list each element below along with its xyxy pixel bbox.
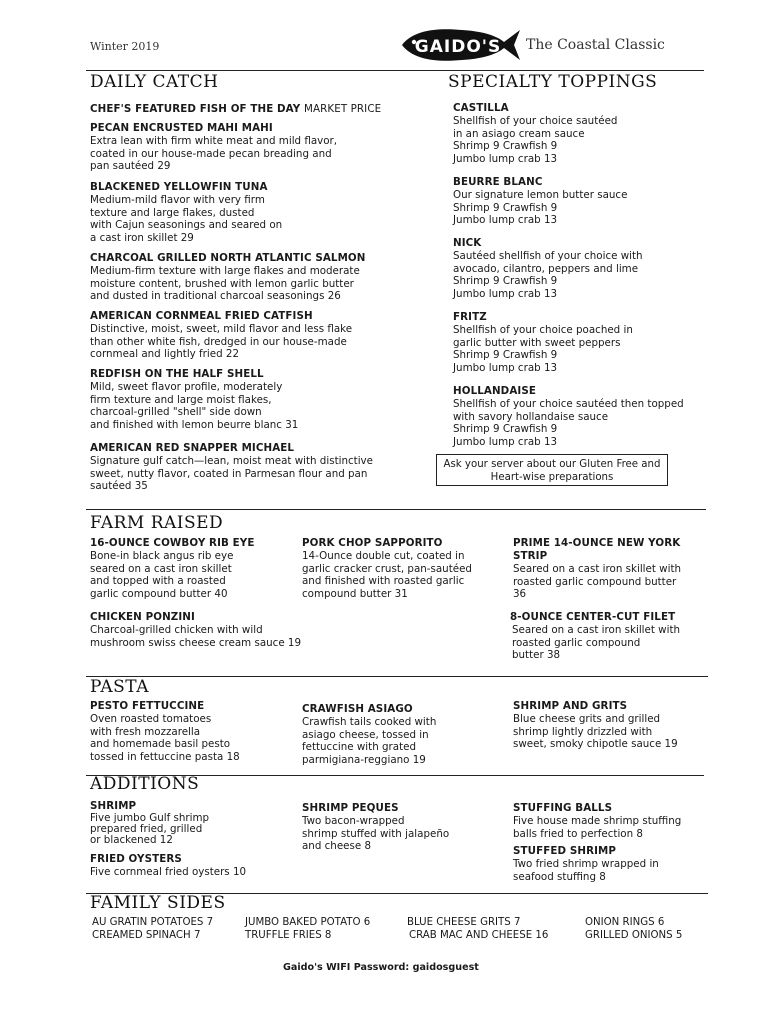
description-line: or blackened 12 [90, 834, 173, 846]
description-line: sautéed 35 [90, 480, 148, 493]
menu-item-title: STUFFING BALLS [513, 802, 613, 814]
gluten-free-note [436, 454, 668, 486]
description-line: Shellfish of your choice sautéed then topped [453, 398, 684, 410]
description-line: Jumbo lump crab 13 [453, 361, 558, 374]
description-line: 14-Ounce double cut, coated in [302, 550, 465, 562]
description-line: Shrimp 9 Crawfish 9 [453, 201, 558, 214]
menu-item-description [90, 866, 246, 879]
description-line: Jumbo lump crab 13 [453, 435, 558, 448]
description-line: texture and large flakes, dusted [90, 206, 255, 219]
menu-item-title: SHRIMP [90, 800, 137, 812]
menu-item-description [90, 135, 337, 173]
menu-item-title: CHARCOAL GRILLED NORTH ATLANTIC SALMON [90, 252, 366, 264]
description-line: Shrimp 9 Crawfish 9 [453, 349, 558, 362]
description-line: Our signature lemon butter sauce [453, 189, 628, 201]
menu-item [90, 368, 298, 431]
menu-item [90, 442, 373, 493]
tagline: The Coastal Classic [526, 37, 665, 53]
topping-description [453, 398, 684, 448]
menu-item-description [513, 858, 659, 883]
menu-item-title: BLACKENED YELLOWFIN TUNA [90, 181, 268, 193]
side-item: BLUE CHEESE GRITS 7 [407, 917, 521, 928]
description-line: Bone-in black angus rib eye [90, 550, 234, 562]
topping-item [453, 311, 633, 374]
topping-description [453, 324, 633, 374]
menu-item-description [90, 265, 366, 303]
header-divider [86, 70, 704, 71]
description-line: coated in our house-made pecan breading and [90, 147, 332, 160]
topping-title: CASTILLA [453, 102, 509, 114]
description-line: balls fried to perfection 8 [513, 827, 643, 840]
description-line: a cast iron skillet 29 [90, 231, 194, 244]
description-line: Crawfish tails cooked with [302, 716, 437, 728]
section-divider [86, 509, 706, 510]
description-line: Shrimp 9 Crawfish 9 [453, 275, 558, 288]
menu-item [90, 310, 352, 361]
side-item: CRAB MAC AND CHEESE 16 [409, 930, 549, 941]
description-line: compound butter 31 [302, 587, 408, 600]
menu-item-title: AMERICAN RED SNAPPER MICHAEL [90, 442, 295, 454]
topping-description [453, 115, 617, 165]
menu-item-title: STUFFED SHRIMP [513, 845, 617, 857]
description-line: garlic compound butter 40 [90, 587, 228, 600]
menu-item-description [513, 713, 678, 751]
side-item: CREAMED SPINACH 7 [92, 930, 201, 941]
menu-item [302, 703, 436, 766]
menu-item [513, 845, 659, 883]
description-line: asiago cheese, tossed in [302, 728, 429, 741]
topping-description [453, 250, 643, 300]
description-line: garlic butter with sweet peppers [453, 336, 621, 349]
description-line: mushroom swiss cheese cream sauce 19 [90, 636, 302, 649]
description-line: seafood stuffing 8 [513, 870, 606, 883]
description-line: Seared on a cast iron skillet with [513, 563, 682, 575]
section-heading-pasta: PASTA [90, 677, 149, 697]
section-heading-specialty-toppings: SPECIALTY TOPPINGS [448, 72, 658, 92]
menu-item-description [90, 813, 209, 846]
description-line: Shellfish of your choice sautéed [453, 115, 618, 127]
menu-item-title-cont: STRIP [513, 550, 548, 562]
description-line: Five house made shrimp stuffing [513, 815, 682, 827]
description-line: avocado, cilantro, peppers and lime [453, 262, 639, 275]
description-line: Mild, sweet flavor profile, moderately [90, 381, 283, 393]
menu-item-description [90, 455, 373, 493]
menu-item [90, 611, 301, 649]
description-line: 36 [513, 588, 527, 601]
description-line: and finished with roasted garlic [302, 575, 465, 588]
description-line: Blue cheese grits and grilled [513, 713, 661, 725]
menu-item [90, 853, 246, 879]
svg-text:GAIDO'S: GAIDO'S [414, 37, 502, 57]
description-line: firm texture and large moist flakes, [90, 393, 272, 406]
menu-item [90, 800, 209, 846]
side-item: AU GRATIN POTATOES 7 [92, 917, 214, 928]
section-heading-daily-catch: DAILY CATCH [90, 72, 219, 92]
description-line: Oven roasted tomatoes [90, 713, 212, 725]
description-line: in an asiago cream sauce [453, 127, 585, 140]
topping-item [453, 385, 684, 448]
description-line: charcoal-grilled "shell" side down [90, 406, 262, 419]
gaidos-logo [400, 26, 522, 64]
description-line: than other white fish, dredged in our house-made [90, 335, 347, 348]
note-line: Heart-wise preparations [490, 471, 614, 483]
menu-item-title: AMERICAN CORNMEAL FRIED CATFISH [90, 310, 313, 322]
menu-item [90, 700, 240, 763]
menu-item-description [90, 713, 240, 763]
topping-title: BEURRE BLANC [453, 176, 543, 188]
menu-item [302, 537, 472, 600]
featured-fish-title: CHEF'S FEATURED FISH OF THE DAY [90, 103, 301, 115]
menu-item-title: PESTO FETTUCCINE [90, 700, 205, 712]
description-line: sweet, smoky chipotle sauce 19 [513, 738, 678, 751]
section-heading-farm-raised: FARM RAISED [90, 513, 224, 533]
season-label: Winter 2019 [90, 40, 160, 53]
description-line: moisture content, brushed with lemon garlic butter [90, 277, 354, 290]
menu-item-title: CRAWFISH ASIAGO [302, 703, 413, 715]
description-line: and finished with lemon beurre blanc 31 [90, 418, 299, 431]
description-line: sweet, nutty flavor, coated in Parmesan flour and pan [90, 467, 368, 480]
menu-item [513, 700, 678, 751]
menu-item-description [90, 624, 301, 649]
section-heading-additions: ADDITIONS [90, 774, 200, 794]
menu-item [302, 802, 449, 853]
featured-fish-price: MARKET PRICE [304, 103, 382, 115]
menu-item [510, 611, 680, 662]
menu-item-description [302, 716, 436, 766]
menu-item [513, 537, 681, 601]
menu-item-description [90, 323, 352, 361]
menu-item-title: SHRIMP AND GRITS [513, 700, 628, 712]
section-divider [86, 676, 708, 677]
menu-item [90, 122, 337, 173]
description-line: Five jumbo Gulf shrimp [90, 812, 210, 824]
description-line: pan sautéed 29 [90, 160, 171, 173]
menu-item-description [90, 550, 254, 600]
menu-item [90, 252, 366, 303]
menu-item-description [302, 815, 449, 853]
description-line: and dusted in traditional charcoal seasonings 26 [90, 290, 341, 303]
description-line: fettuccine with grated [302, 741, 416, 754]
side-item: GRILLED ONIONS 5 [585, 930, 683, 941]
description-line: Two bacon-wrapped [302, 815, 405, 827]
featured-fish [90, 103, 381, 116]
description-line: prepared fried, grilled [90, 823, 203, 835]
description-line: Shellfish of your choice poached in [453, 324, 633, 336]
description-line: Jumbo lump crab 13 [453, 214, 558, 227]
description-line: and homemade basil pesto [90, 738, 231, 751]
menu-item [90, 537, 254, 600]
menu-item-title: 16-OUNCE COWBOY RIB EYE [90, 537, 255, 549]
description-line: Distinctive, moist, sweet, mild flavor and less flake [90, 323, 353, 335]
menu-item-title: PRIME 14-OUNCE NEW YORK [513, 537, 681, 549]
description-line: Two fried shrimp wrapped in [513, 858, 659, 870]
description-line: Extra lean with firm white meat and mild flavor, [90, 135, 338, 147]
description-line: seared on a cast iron skillet [90, 562, 232, 575]
description-line: and cheese 8 [302, 840, 372, 853]
menu-item-description [513, 563, 681, 601]
description-line: roasted garlic compound butter [513, 575, 677, 588]
topping-item [453, 237, 643, 300]
menu-item-description [90, 194, 282, 244]
side-item: TRUFFLE FRIES 8 [245, 930, 332, 941]
menu-item-title: PECAN ENCRUSTED MAHI MAHI [90, 122, 273, 134]
description-line: Medium-mild flavor with very firm [90, 194, 265, 206]
menu-item-title: SHRIMP PEQUES [302, 802, 399, 814]
description-line: Seared on a cast iron skillet with [512, 624, 681, 636]
menu-item-description [513, 815, 681, 840]
description-line: Jumbo lump crab 13 [453, 287, 558, 300]
menu-item-description [510, 624, 680, 662]
description-line: Signature gulf catch—lean, moist meat with distinctive [90, 455, 373, 467]
menu-item-title: REDFISH ON THE HALF SHELL [90, 368, 264, 380]
description-line: Charcoal-grilled chicken with wild [90, 624, 263, 636]
menu-item-title: 8-OUNCE CENTER-CUT FILET [510, 611, 676, 623]
topping-item [453, 176, 627, 227]
side-item: ONION RINGS 6 [585, 917, 665, 928]
description-line: garlic cracker crust, pan-sautéed [302, 562, 472, 575]
description-line: Five cornmeal fried oysters 10 [90, 866, 247, 878]
wifi-password: Gaido's WIFI Password: gaidosguest [283, 962, 479, 973]
description-line: tossed in fettuccine pasta 18 [90, 750, 240, 763]
side-item: JUMBO BAKED POTATO 6 [245, 917, 371, 928]
description-line: Shrimp 9 Crawfish 9 [453, 140, 558, 153]
menu-item-description [90, 381, 298, 431]
section-heading-family-sides: FAMILY SIDES [90, 893, 226, 913]
description-line: cornmeal and lightly fried 22 [90, 348, 240, 361]
topping-title: NICK [453, 237, 482, 249]
menu-item [90, 181, 282, 244]
description-line: roasted garlic compound [512, 636, 641, 649]
description-line: with Cajun seasonings and seared on [90, 219, 283, 232]
menu-item-title: PORK CHOP SAPPORITO [302, 537, 443, 549]
description-line: butter 38 [512, 649, 561, 662]
description-line: Shrimp 9 Crawfish 9 [453, 423, 558, 436]
description-line: with fresh mozzarella [90, 725, 201, 738]
topping-description [453, 189, 627, 227]
description-line: shrimp lightly drizzled with [513, 725, 653, 738]
description-line: parmigiana-reggiano 19 [302, 753, 426, 766]
description-line: shrimp stuffed with jalapeño [302, 827, 450, 840]
description-line: with savory hollandaise sauce [453, 410, 609, 423]
menu-item [513, 802, 681, 840]
topping-title: HOLLANDAISE [453, 385, 536, 397]
description-line: and topped with a roasted [90, 575, 226, 588]
menu-item-description [302, 550, 472, 600]
description-line: Jumbo lump crab 13 [453, 152, 558, 165]
topping-item [453, 102, 617, 165]
description-line: Medium-firm texture with large flakes and moderate [90, 265, 360, 277]
menu-item-title: FRIED OYSTERS [90, 853, 182, 865]
topping-title: FRITZ [453, 311, 487, 323]
description-line: Sautéed shellfish of your choice with [453, 250, 643, 262]
note-line: Ask your server about our Gluten Free and [443, 459, 661, 470]
menu-item-title: CHICKEN PONZINI [90, 611, 195, 623]
